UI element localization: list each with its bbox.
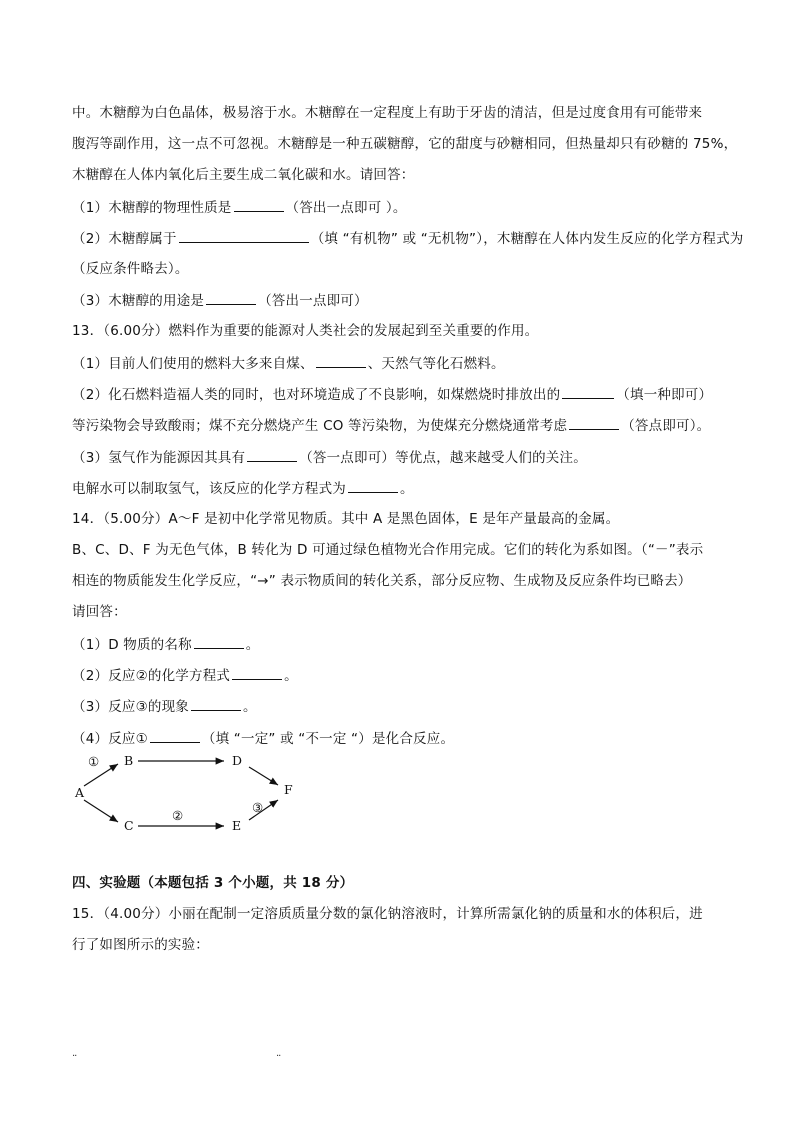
q13-part3-cont xyxy=(72,478,752,499)
arrow-d-to-f xyxy=(249,767,278,785)
reaction-label-1: ① xyxy=(88,754,100,769)
paragraph-line-1: 中。木糖醇为白色晶体，极易溶于水。木糖醇在一定程度上有助于牙齿的清洁，但是过度食用有可能带来 xyxy=(72,105,703,121)
q14-part4 xyxy=(72,728,752,749)
arrow-a-to-c xyxy=(84,800,118,822)
q13-part2-cont-suffix: （答点即可）。 xyxy=(621,418,711,434)
q15-stem-2: 行了如图所示的实验： xyxy=(72,937,209,953)
answer-blank[interactable] xyxy=(150,728,200,743)
answer-blank[interactable] xyxy=(316,353,366,368)
q12-part2-cont: （反应条件略去）。 xyxy=(72,261,189,277)
answer-blank[interactable] xyxy=(191,696,241,711)
q14-stem-2: B、C、D、F 为无色气体，B 转化为 D 可通过绿色植物光合作用完成。它们的转化为系如图。（“－”表示 xyxy=(72,542,704,558)
answer-blank[interactable] xyxy=(206,290,256,305)
q13-part3-prompt: （3）氢气作为能源因其具有 xyxy=(72,450,246,466)
node-b: B xyxy=(124,753,134,768)
q14-part2 xyxy=(72,665,752,686)
node-d: D xyxy=(232,753,243,768)
q13-part3-cont-suffix: 。 xyxy=(400,481,414,497)
q12-part2-suffix: （填 “有机物” 或 “无机物”），木糖醇在人体内发生反应的化学方程式为 xyxy=(310,231,744,247)
answer-blank[interactable] xyxy=(562,384,614,399)
q15-stem: 15．（4.00分）小丽在配制一定溶质质量分数的氯化钠溶液时，计算所需氯化钠的质量和水的体积后，进 xyxy=(72,906,703,922)
q12-part1 xyxy=(72,197,752,218)
q14-part4-suffix: （填 “一定” 或 “不一定 “）是化合反应。 xyxy=(201,731,455,747)
node-f: F xyxy=(284,782,293,797)
footer-mark-right: .. xyxy=(276,1048,281,1059)
q12-part3-suffix: （答出一点即可） xyxy=(258,293,368,309)
q13-part2-cont xyxy=(72,415,762,436)
answer-blank[interactable] xyxy=(179,228,309,243)
q12-part1-prompt: （1）木糖醇的物理性质是 xyxy=(72,200,232,216)
q14-ask: 请回答： xyxy=(72,604,127,620)
answer-blank[interactable] xyxy=(348,478,398,493)
q14-part2-suffix: 。 xyxy=(284,668,298,684)
q14-part4-prompt: （4）反应① xyxy=(72,731,148,747)
paragraph-line-3: 木糖醇在人体内氧化后主要生成二氧化碳和水。请回答： xyxy=(72,167,415,183)
q12-part2 xyxy=(72,228,752,249)
q13-stem: 13．（6.00分）燃料作为重要的能源对人类社会的发展起到至关重要的作用。 xyxy=(72,323,539,339)
reaction-diagram xyxy=(72,748,312,840)
q13-part1-suffix: 、天然气等化石燃料。 xyxy=(367,356,505,372)
q12-part2-prompt: （2）木糖醇属于 xyxy=(72,231,177,247)
answer-blank[interactable] xyxy=(232,665,282,680)
q13-part1-prompt: （1）目前人们使用的燃料大多来自煤、 xyxy=(72,356,314,372)
q14-stem-3: 相连的物质能发生化学反应，“→” 表示物质间的转化关系，部分反应物、生成物及反应条件均已略去） xyxy=(72,573,692,589)
q13-part1 xyxy=(72,353,752,374)
answer-blank[interactable] xyxy=(194,634,244,649)
node-c: C xyxy=(124,818,134,833)
q13-part3-cont-prompt: 电解水可以制取氢气，该反应的化学方程式为 xyxy=(72,481,346,497)
q14-part3-prompt: （3）反应③的现象 xyxy=(72,699,189,715)
q13-part2-prompt: （2）化石燃料造福人类的同时，也对环境造成了不良影响，如煤燃烧时排放出的 xyxy=(72,387,561,403)
footer-mark-left: .. xyxy=(72,1048,77,1059)
node-a: A xyxy=(75,785,85,800)
answer-blank[interactable] xyxy=(234,197,284,212)
reaction-label-2: ② xyxy=(172,808,184,823)
q14-part1-suffix: 。 xyxy=(245,637,260,653)
q14-part3 xyxy=(72,696,752,717)
q13-part3 xyxy=(72,447,752,468)
paragraph-line-2: 腹泻等副作用，这一点不可忽视。木糖醇是一种五碳糖醇，它的甜度与砂糖相同，但热量却只有砂糖的 75%， xyxy=(72,136,738,152)
q12-part1-suffix: （答出一点即可 ）。 xyxy=(285,200,407,216)
section-heading: 四、实验题（本题包括 3 个小题，共 18 分） xyxy=(72,875,354,891)
q14-part1 xyxy=(72,634,752,655)
q14-part3-suffix: 。 xyxy=(243,699,257,715)
q12-part3-prompt: （3）木糖醇的用途是 xyxy=(72,293,205,309)
answer-blank[interactable] xyxy=(569,415,619,430)
node-e: E xyxy=(232,818,242,833)
q13-part3-suffix: （答一点即可）等优点，越来越受人们的关注。 xyxy=(299,450,587,466)
q13-part2-suffix: （填一种即可） xyxy=(616,387,713,403)
q14-part1-prompt: （1）D 物质的名称 xyxy=(72,637,192,653)
q13-part2-cont-prompt: 等污染物会导致酸雨；煤不充分燃烧产生 CO 等污染物，为使煤充分燃烧通常考虑 xyxy=(72,418,568,434)
q13-part2 xyxy=(72,384,752,405)
answer-blank[interactable] xyxy=(247,447,297,462)
reaction-label-3: ③ xyxy=(252,800,264,815)
q14-part2-prompt: （2）反应②的化学方程式 xyxy=(72,668,231,684)
q14-stem: 14．（5.00分）A～F 是初中化学常见物质。其中 A 是黑色固体，E 是年产量最高的金属。 xyxy=(72,511,620,527)
q12-part3 xyxy=(72,290,752,311)
